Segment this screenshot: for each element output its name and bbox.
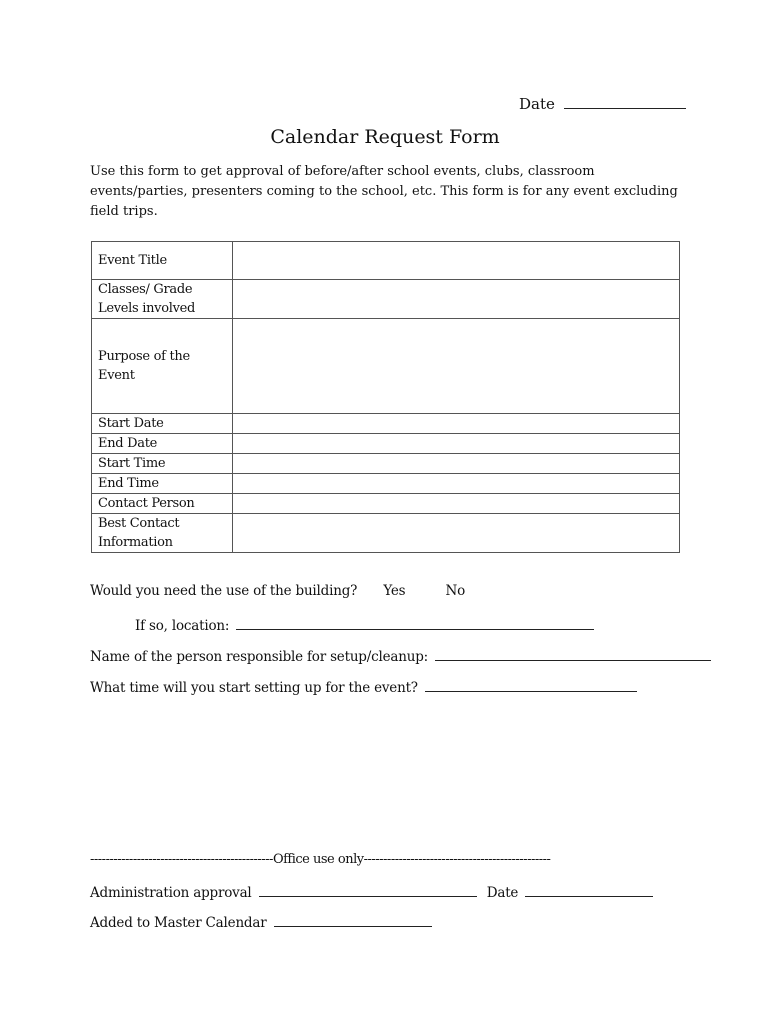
table-row: [92, 242, 680, 280]
responsible-label: Name of the person responsible for setup/cleanup:: [90, 649, 428, 665]
row-input[interactable]: [233, 280, 680, 319]
admin-approval-blank[interactable]: [259, 882, 477, 897]
location-blank[interactable]: [236, 615, 594, 630]
row-input[interactable]: [233, 514, 680, 553]
row-label: Classes/ Grade Levels involved: [92, 280, 233, 319]
location-field: [135, 615, 594, 634]
yes-option[interactable]: Yes: [383, 583, 406, 599]
setup-time-blank[interactable]: [425, 677, 637, 692]
table-row: [92, 414, 680, 434]
form-title: Calendar Request Form: [270, 126, 500, 148]
divider-dashes-right: ------------------------------------------------: [363, 852, 551, 867]
admin-approval-label: Administration approval: [90, 885, 252, 901]
admin-date-blank[interactable]: [525, 882, 653, 897]
row-label: Contact Person: [92, 494, 233, 514]
admin-approval-field: [90, 882, 653, 901]
row-label: Start Time: [92, 454, 233, 474]
row-input[interactable]: [233, 494, 680, 514]
row-input[interactable]: [233, 474, 680, 494]
table-row: [92, 280, 680, 319]
row-label: Event Title: [92, 242, 233, 280]
responsible-blank[interactable]: [435, 646, 711, 661]
master-calendar-field: [90, 912, 432, 931]
table-row: [92, 514, 680, 553]
table-row: [92, 494, 680, 514]
master-calendar-label: Added to Master Calendar: [90, 915, 267, 931]
row-label: Best Contact Information: [92, 514, 233, 553]
no-option[interactable]: No: [445, 583, 466, 599]
table-row: [92, 474, 680, 494]
table-row: [92, 319, 680, 414]
table-row: [92, 434, 680, 454]
setup-time-label: What time will you start setting up for the event?: [90, 680, 418, 696]
divider-dashes-left: -----------------------------------------------: [90, 852, 273, 867]
row-label: End Date: [92, 434, 233, 454]
office-use-label: Office use only: [272, 852, 364, 867]
admin-date-label: Date: [486, 885, 519, 901]
intro-text: Use this form to get approval of before/after school events, clubs, classroom events/parties, presenters coming to the school, etc. This form is for any event excluding field trips.: [90, 164, 678, 219]
row-input[interactable]: [233, 434, 680, 454]
event-details-table: [91, 241, 680, 553]
row-label: End Time: [92, 474, 233, 494]
office-use-divider: [90, 852, 680, 867]
setup-time-field: [90, 677, 637, 696]
row-input[interactable]: [233, 242, 680, 280]
row-input[interactable]: [233, 319, 680, 414]
responsible-field: [90, 646, 711, 665]
building-question-label: Would you need the use of the building?: [90, 583, 358, 599]
master-calendar-blank[interactable]: [274, 912, 432, 927]
date-blank[interactable]: [564, 94, 686, 109]
table-row: [92, 454, 680, 474]
row-input[interactable]: [233, 454, 680, 474]
building-question: [90, 583, 465, 599]
location-label: If so, location:: [135, 618, 230, 634]
row-input[interactable]: [233, 414, 680, 434]
date-label: Date: [519, 95, 555, 113]
row-label: Start Date: [92, 414, 233, 434]
date-field: [519, 94, 686, 113]
row-label: Purpose of the Event: [92, 319, 233, 414]
